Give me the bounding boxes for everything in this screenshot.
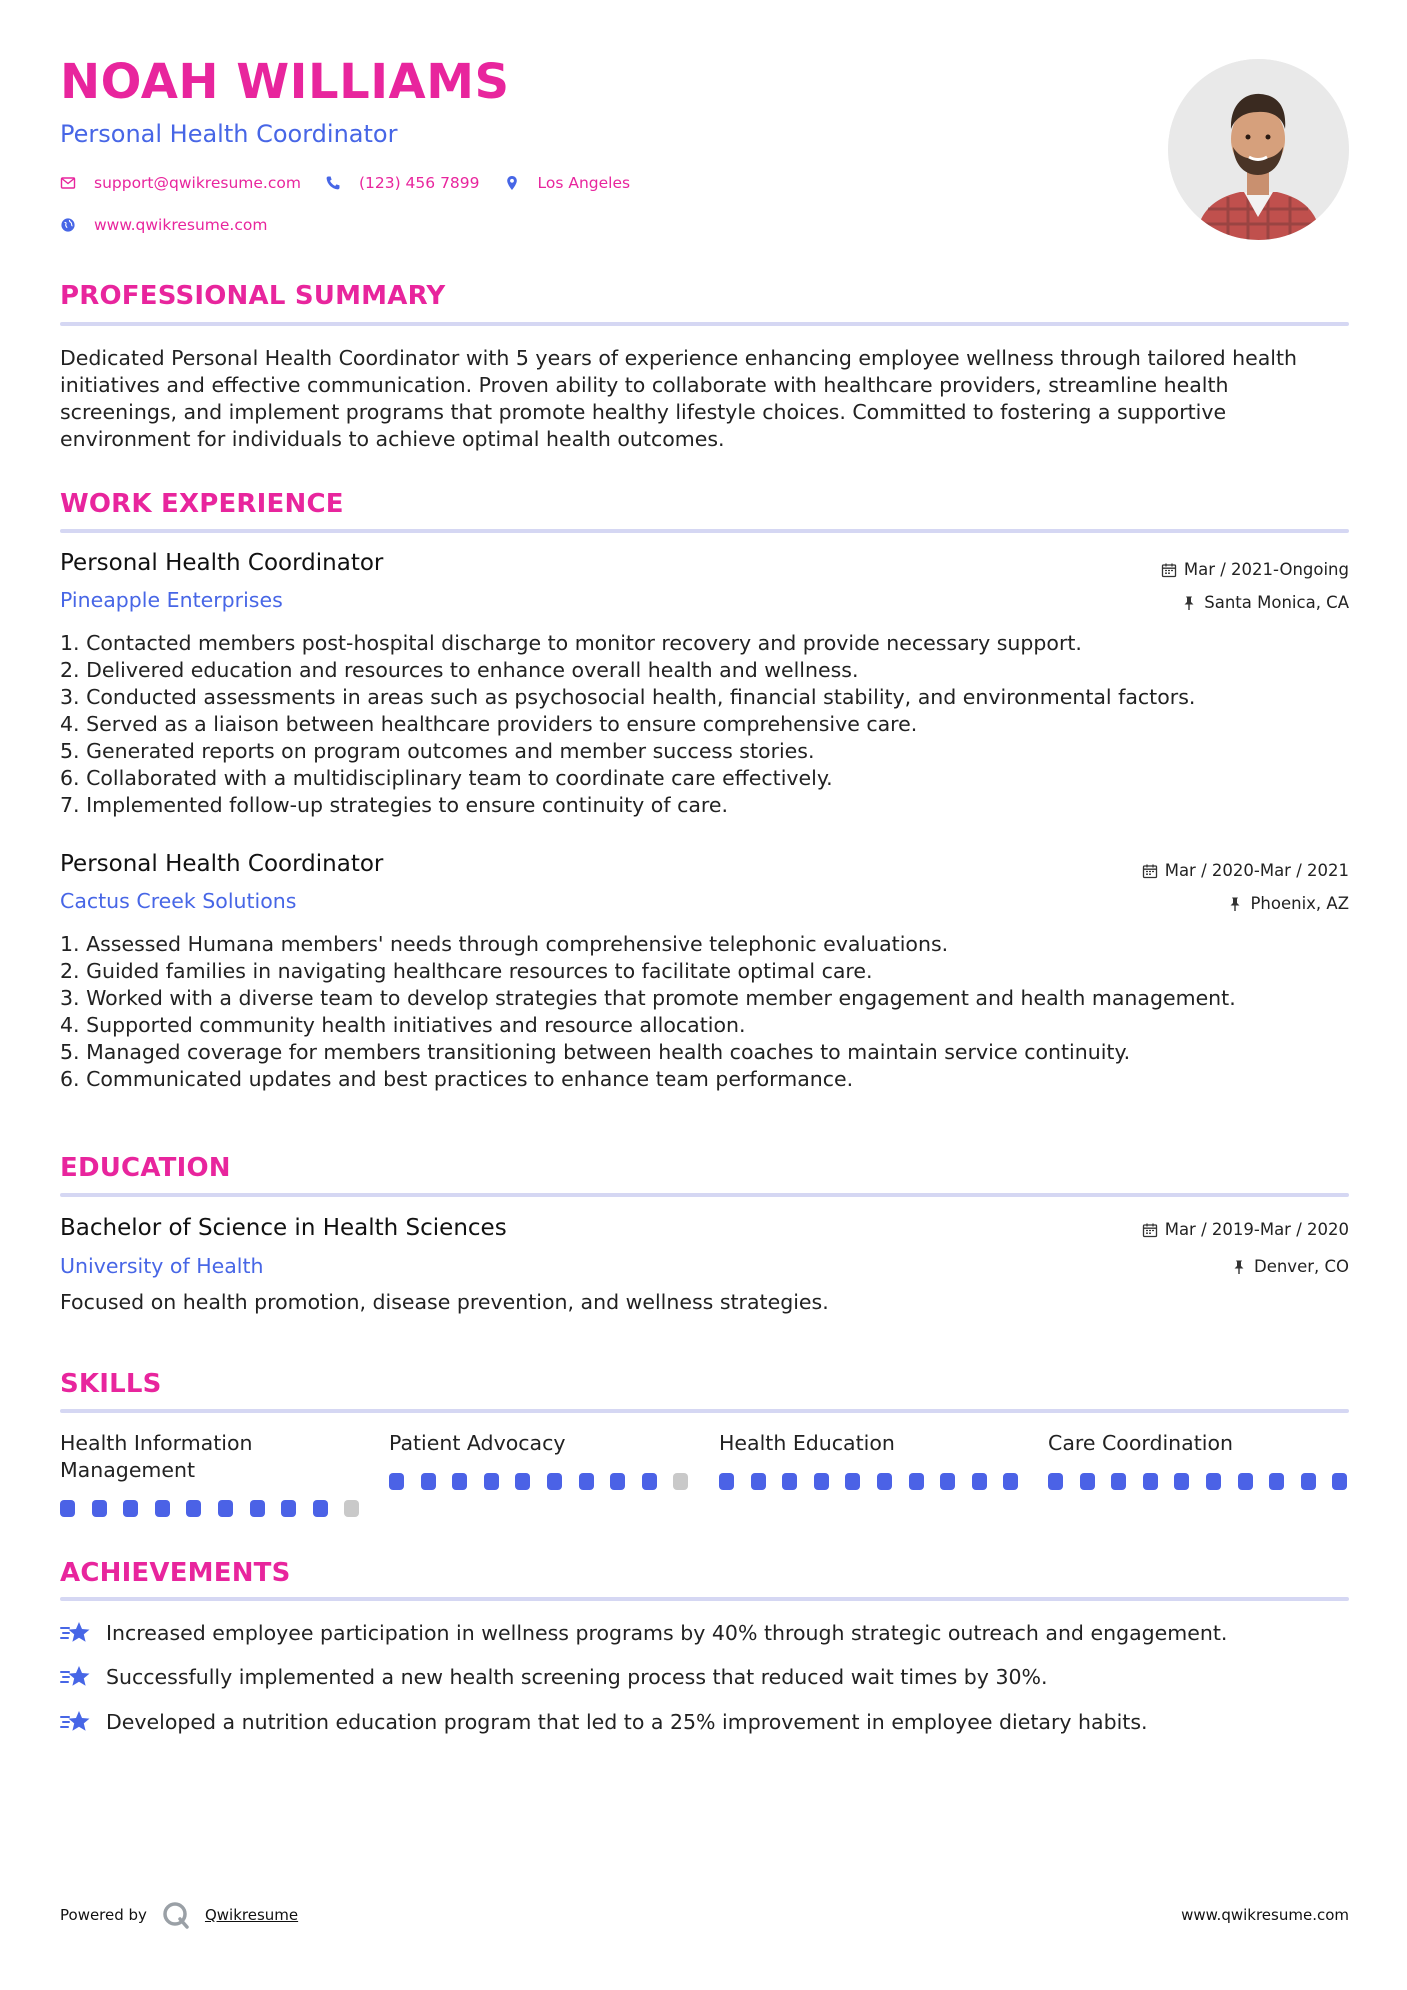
list-item: 3. Worked with a diverse team to develop strategies that promote member engagement and health management. (60, 986, 1236, 1010)
calendar-icon (1142, 1222, 1158, 1238)
company-name: Pineapple Enterprises (60, 588, 283, 612)
skill-dot-filled (1111, 1473, 1126, 1490)
job-location-text: Phoenix, AZ (1250, 894, 1349, 913)
skill-dot-filled (1143, 1473, 1158, 1490)
list-item: 4. Served as a liaison between healthcare providers to ensure comprehensive care. (60, 712, 918, 736)
skill-dot-filled (610, 1473, 625, 1490)
skill-dot-filled (1174, 1473, 1189, 1490)
list-item: 5. Managed coverage for members transitioning between health coaches to maintain service continuity. (60, 1040, 1131, 1064)
achievement-text: Developed a nutrition education program that led to a 25% improvement in employee dietary habits. (106, 1710, 1148, 1734)
section-divider (60, 529, 1349, 533)
skill-dot-filled (313, 1500, 328, 1517)
skill-item (60, 1430, 360, 1484)
degree-title: Bachelor of Science in Health Sciences (60, 1215, 507, 1241)
calendar-icon (1142, 863, 1158, 879)
list-item: 6. Communicated updates and best practices to enhance team performance. (60, 1067, 854, 1091)
skill-dot-filled (484, 1473, 499, 1490)
skills-heading: SKILLS (60, 1369, 162, 1399)
skill-dot-filled (421, 1473, 436, 1490)
skill-dot-filled (515, 1473, 530, 1490)
list-item: 2. Delivered education and resources to enhance overall health and wellness. (60, 658, 859, 682)
skill-rating (719, 1473, 1035, 1490)
skill-dot-filled (155, 1500, 170, 1517)
skill-dot-empty (344, 1500, 359, 1517)
skill-dot-filled (1269, 1473, 1284, 1490)
company-name: Cactus Creek Solutions (60, 889, 297, 913)
qwikresume-logo-icon (161, 1900, 191, 1930)
list-item: 6. Collaborated with a multidisciplinary team to coordinate care effectively. (60, 766, 833, 790)
skill-dot-filled (909, 1473, 924, 1490)
skill-dot-filled (1238, 1473, 1253, 1490)
candidate-title: Personal Health Coordinator (60, 120, 398, 148)
skill-dot-filled (782, 1473, 797, 1490)
job-location-text: Santa Monica, CA (1204, 593, 1349, 612)
job-bullets (60, 931, 1349, 1093)
job-dates-text: Mar / 2021-Ongoing (1183, 560, 1349, 579)
skill-rating (1048, 1473, 1364, 1490)
skill-dot-filled (452, 1473, 467, 1490)
achievement-item (60, 1663, 1048, 1691)
qwikresume-link[interactable]: Qwikresume (204, 1906, 299, 1924)
skill-rating (389, 1473, 705, 1490)
list-item: 2. Guided families in navigating healthcare resources to facilitate optimal care. (60, 959, 873, 983)
job-bullets (60, 630, 1349, 819)
skill-dot-filled (719, 1473, 734, 1490)
skill-dot-filled (1003, 1473, 1018, 1490)
job-dates-text: Mar / 2020-Mar / 2021 (1164, 861, 1349, 880)
skill-dot-empty (673, 1473, 688, 1490)
skill-dot-filled (218, 1500, 233, 1517)
skill-dot-filled (281, 1500, 296, 1517)
pushpin-icon (1227, 896, 1243, 912)
skill-dot-filled (250, 1500, 265, 1517)
skill-dot-filled (92, 1500, 107, 1517)
education-location-text: Denver, CO (1253, 1257, 1349, 1276)
education-dates-text: Mar / 2019-Mar / 2020 (1164, 1220, 1349, 1239)
person-avatar-icon (1168, 59, 1349, 240)
email-link[interactable]: support@qwikresume.com (94, 174, 301, 192)
achievement-item (60, 1619, 1227, 1647)
skill-dot-filled (972, 1473, 987, 1490)
education-location (1231, 1257, 1349, 1276)
section-divider (60, 1597, 1349, 1601)
envelope-icon (60, 175, 76, 191)
contact-row-2 (60, 216, 291, 234)
section-divider (60, 1409, 1349, 1413)
job-location (1181, 593, 1349, 612)
job-title: Personal Health Coordinator (60, 851, 384, 877)
education-dates (1142, 1220, 1349, 1239)
pushpin-icon (1231, 1259, 1247, 1275)
achievement-text: Successfully implemented a new health screening process that reduced wait times by 30%. (106, 1665, 1048, 1689)
skill-dot-filled (389, 1473, 404, 1490)
list-item: 3. Conducted assessments in areas such as psychosocial health, financial stability, and environmental factors. (60, 685, 1196, 709)
achievement-text: Increased employee participation in wellness programs by 40% through strategic outreach and engagement. (106, 1621, 1228, 1645)
skill-name: Patient Advocacy (389, 1431, 566, 1455)
skill-dot-filled (642, 1473, 657, 1490)
skill-name: Care Coordination (1048, 1431, 1233, 1455)
skill-dot-filled (1206, 1473, 1221, 1490)
email-item[interactable] (60, 174, 301, 192)
location-text: Los Angeles (537, 174, 631, 192)
job-dates (1161, 560, 1349, 579)
section-divider (60, 322, 1349, 326)
list-item: 7. Implemented follow-up strategies to ensure continuity of care. (60, 793, 729, 817)
school-name: University of Health (60, 1254, 264, 1278)
skill-dot-filled (1332, 1473, 1347, 1490)
summary-text: Dedicated Personal Health Coordinator with 5 years of experience enhancing employee wellness through tailored health initiatives and effective communication. Proven ability to collaborate with healthcare providers, streamline health screenings, and implement programs that promote healthy lifestyle choices. Committed to fostering a supportive environment for individuals to achieve optimal health outcomes. (60, 346, 1297, 451)
skill-dot-filled (814, 1473, 829, 1490)
calendar-icon (1161, 562, 1177, 578)
list-item: 4. Supported community health initiatives and resource allocation. (60, 1013, 746, 1037)
star-icon (60, 1663, 92, 1691)
skill-item (1048, 1430, 1348, 1457)
star-icon (60, 1619, 92, 1647)
powered-by-label: Powered by (60, 1906, 147, 1924)
skill-item (389, 1430, 689, 1457)
candidate-name: NOAH WILLIAMS (60, 54, 510, 110)
phone-item[interactable] (325, 174, 480, 192)
website-link[interactable]: www.qwikresume.com (94, 216, 268, 234)
skill-dot-filled (60, 1500, 75, 1517)
skill-dot-filled (547, 1473, 562, 1490)
skill-name: Health Information Management (60, 1431, 253, 1482)
job-dates (1142, 861, 1349, 880)
skill-name: Health Education (719, 1431, 895, 1455)
footer-powered (60, 1900, 298, 1930)
footer-url[interactable]: www.qwikresume.com (1181, 1906, 1349, 1924)
skill-dot-filled (877, 1473, 892, 1490)
phone-icon (325, 175, 341, 191)
achievement-item (60, 1708, 1148, 1736)
skill-dot-filled (123, 1500, 138, 1517)
job-title: Personal Health Coordinator (60, 550, 384, 576)
job-location (1227, 894, 1349, 913)
skill-dot-filled (751, 1473, 766, 1490)
skill-rating (60, 1500, 376, 1517)
list-item: 1. Contacted members post-hospital discharge to monitor recovery and provide necessary support. (60, 631, 1082, 655)
education-description: Focused on health promotion, disease prevention, and wellness strategies. (60, 1290, 829, 1314)
website-item[interactable] (60, 216, 267, 234)
section-divider (60, 1193, 1349, 1197)
skill-dot-filled (1301, 1473, 1316, 1490)
skill-dot-filled (940, 1473, 955, 1490)
contact-row (60, 174, 654, 192)
education-heading: EDUCATION (60, 1153, 231, 1183)
phone-text[interactable]: (123) 456 7899 (358, 174, 480, 192)
list-item: 5. Generated reports on program outcomes and member success stories. (60, 739, 815, 763)
experience-heading: WORK EXPERIENCE (60, 489, 344, 519)
skill-dot-filled (186, 1500, 201, 1517)
profile-photo (1168, 59, 1349, 240)
skill-dot-filled (845, 1473, 860, 1490)
star-icon (60, 1708, 92, 1736)
skill-item (719, 1430, 1019, 1457)
achievements-heading: ACHIEVEMENTS (60, 1558, 291, 1588)
skill-dot-filled (579, 1473, 594, 1490)
pushpin-icon (1181, 595, 1197, 611)
skill-dot-filled (1080, 1473, 1095, 1490)
globe-icon (60, 217, 76, 233)
map-pin-icon (504, 175, 520, 191)
location-item (504, 174, 631, 192)
list-item: 1. Assessed Humana members' needs through comprehensive telephonic evaluations. (60, 932, 949, 956)
summary-heading: PROFESSIONAL SUMMARY (60, 281, 446, 311)
skill-dot-filled (1048, 1473, 1063, 1490)
